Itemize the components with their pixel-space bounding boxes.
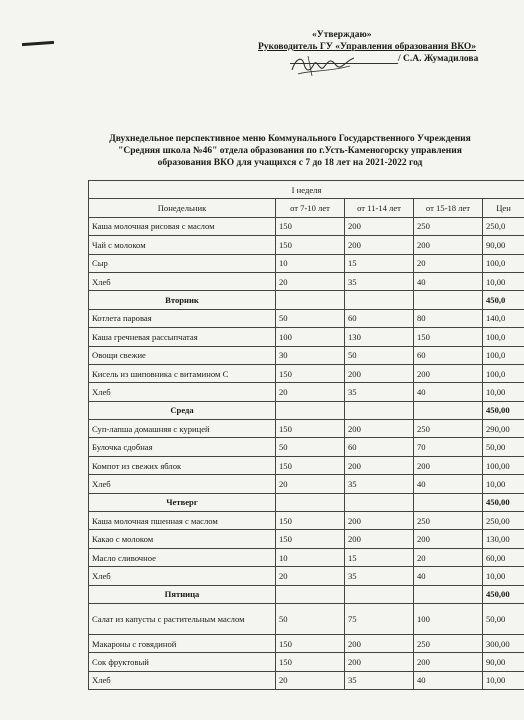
dish-price: 100,0 [483,254,524,272]
column-header-row [89,199,524,217]
portion-15-18: 200 [414,236,483,254]
portion-7-10: 150 [276,236,345,254]
dish-price: 250,0 [483,217,524,235]
empty-cell [414,291,483,309]
table-row [89,383,524,401]
dish-name: Сок фруктовый [89,653,276,671]
portion-15-18: 40 [414,475,483,493]
portion-15-18: 40 [414,671,483,689]
portion-7-10: 50 [276,309,345,327]
dish-price: 100,0 [483,346,524,364]
empty-cell [345,585,414,603]
portion-7-10: 20 [276,272,345,290]
day-name: Среда [89,401,276,419]
dish-price: 90,00 [483,236,524,254]
title-line-1: Двухнедельное перспективное меню Коммунального Государственного Учреждения [109,134,471,144]
dish-name: Компот из свежих яблок [89,456,276,474]
title-line-2: "Средняя школа №46" отдела образования по г.Усть-Каменогорску управления [118,146,462,156]
portion-11-14: 200 [345,530,414,548]
portion-7-10: 150 [276,634,345,652]
dish-name: Какао с молоком [89,530,276,548]
portion-15-18: 60 [414,346,483,364]
portion-11-14: 60 [345,438,414,456]
week-label: I неделя [89,181,524,199]
portion-11-14: 35 [345,671,414,689]
dish-name: Масло сливочное [89,548,276,566]
approval-line-1: «Утверждаю» [312,30,372,40]
dish-name: Хлеб [89,567,276,585]
portion-7-10: 50 [276,603,345,634]
empty-cell [276,401,345,419]
portion-11-14: 130 [345,328,414,346]
header-day: Понедельник [89,199,276,217]
table-row [89,438,524,456]
table-row [89,254,524,272]
dish-price: 100,00 [483,456,524,474]
dish-price: 100,0 [483,328,524,346]
header-price: Цен [483,199,524,217]
header-age-15-18: от 15-18 лет [414,199,483,217]
portion-11-14: 15 [345,254,414,272]
table-row [89,364,524,382]
dish-price: 100,0 [483,364,524,382]
dish-price: 50,00 [483,438,524,456]
portion-15-18: 200 [414,456,483,474]
portion-15-18: 40 [414,567,483,585]
portion-11-14: 35 [345,567,414,585]
table-row [89,653,524,671]
empty-cell [345,493,414,511]
dish-name: Чай с молоком [89,236,276,254]
dish-name: Кисель из шиповника с витамином С [89,364,276,382]
table-row [89,456,524,474]
day-total-price: 450,00 [483,585,524,603]
portion-7-10: 150 [276,530,345,548]
title-line-3: образования ВКО для учащихся с 7 до 18 лет на 2021-2022 год [157,158,423,168]
header-age-7-10: от 7-10 лет [276,199,345,217]
dish-name: Каша молочная рисовая с маслом [89,217,276,235]
portion-15-18: 150 [414,328,483,346]
dish-name: Котлета паровая [89,309,276,327]
table-row [89,634,524,652]
portion-11-14: 200 [345,420,414,438]
day-total-price: 450,00 [483,401,524,419]
portion-11-14: 60 [345,309,414,327]
portion-7-10: 20 [276,383,345,401]
portion-7-10: 150 [276,456,345,474]
table-row [89,512,524,530]
portion-15-18: 200 [414,530,483,548]
portion-15-18: 200 [414,653,483,671]
dish-price: 60,00 [483,548,524,566]
table-row [89,217,524,235]
day-name: Четверг [89,493,276,511]
portion-7-10: 20 [276,567,345,585]
dish-name: Овощи свежие [89,346,276,364]
dish-price: 50,00 [483,603,524,634]
table-row [89,671,524,689]
table-row [89,309,524,327]
empty-cell [345,401,414,419]
dish-price: 10,00 [483,671,524,689]
menu-table [88,180,524,690]
empty-cell [276,291,345,309]
portion-7-10: 150 [276,420,345,438]
portion-11-14: 35 [345,383,414,401]
portion-11-14: 200 [345,236,414,254]
portion-11-14: 200 [345,512,414,530]
dish-price: 130,00 [483,530,524,548]
portion-11-14: 15 [345,548,414,566]
portion-15-18: 20 [414,548,483,566]
dish-name: Сыр [89,254,276,272]
portion-7-10: 20 [276,475,345,493]
dish-name: Каша гречневая рассыпчатая [89,328,276,346]
margin-mark [22,41,54,46]
portion-7-10: 150 [276,512,345,530]
empty-cell [414,493,483,511]
portion-7-10: 100 [276,328,345,346]
portion-7-10: 10 [276,548,345,566]
dish-name: Суп-лапша домашняя с курицей [89,420,276,438]
portion-7-10: 150 [276,217,345,235]
table-row [89,236,524,254]
table-row [89,346,524,364]
day-row [89,585,524,603]
portion-11-14: 50 [345,346,414,364]
portion-15-18: 70 [414,438,483,456]
portion-7-10: 50 [276,438,345,456]
portion-11-14: 200 [345,634,414,652]
portion-11-14: 200 [345,364,414,382]
table-row [89,475,524,493]
dish-price: 10,00 [483,475,524,493]
empty-cell [276,493,345,511]
approval-line-2: Руководитель ГУ «Управления образования ВКО» [258,42,476,52]
day-row [89,493,524,511]
table-row [89,420,524,438]
dish-name: Каша молочная пшенная с маслом [89,512,276,530]
dish-name: Хлеб [89,671,276,689]
portion-15-18: 250 [414,217,483,235]
dish-price: 300,00 [483,634,524,652]
week-header-row [89,181,524,199]
day-name: Пятница [89,585,276,603]
table-row [89,530,524,548]
dish-price: 250,00 [483,512,524,530]
dish-name: Хлеб [89,383,276,401]
dish-price: 10,00 [483,383,524,401]
portion-11-14: 75 [345,603,414,634]
day-total-price: 450,0 [483,291,524,309]
dish-price: 90,00 [483,653,524,671]
portion-7-10: 20 [276,671,345,689]
dish-name: Макароны с говядиной [89,634,276,652]
portion-15-18: 80 [414,309,483,327]
empty-cell [276,585,345,603]
portion-15-18: 100 [414,603,483,634]
portion-7-10: 10 [276,254,345,272]
portion-11-14: 200 [345,653,414,671]
dish-name: Салат из капусты с растительным маслом [89,603,276,634]
empty-cell [414,585,483,603]
portion-7-10: 150 [276,364,345,382]
dish-name: Хлеб [89,475,276,493]
portion-15-18: 200 [414,364,483,382]
empty-cell [345,291,414,309]
table-row [89,548,524,566]
portion-15-18: 250 [414,634,483,652]
portion-15-18: 40 [414,383,483,401]
dish-price: 10,00 [483,272,524,290]
portion-11-14: 200 [345,456,414,474]
portion-15-18: 20 [414,254,483,272]
table-row [89,603,524,634]
dish-price: 290,00 [483,420,524,438]
day-name: Вторник [89,291,276,309]
dish-price: 10,00 [483,567,524,585]
portion-7-10: 30 [276,346,345,364]
dish-name: Хлеб [89,272,276,290]
table-row [89,272,524,290]
portion-15-18: 250 [414,420,483,438]
dish-price: 140,0 [483,309,524,327]
day-row [89,401,524,419]
header-age-11-14: от 11-14 лет [345,199,414,217]
portion-11-14: 35 [345,272,414,290]
empty-cell [414,401,483,419]
portion-7-10: 150 [276,653,345,671]
portion-11-14: 200 [345,217,414,235]
table-row [89,567,524,585]
dish-name: Булочка сдобная [89,438,276,456]
document-title [80,133,500,169]
portion-15-18: 40 [414,272,483,290]
handwritten-signature [288,52,358,78]
day-row [89,291,524,309]
portion-15-18: 250 [414,512,483,530]
day-total-price: 450,00 [483,493,524,511]
table-row [89,328,524,346]
portion-11-14: 35 [345,475,414,493]
approval-line-3: / С.А. Жумадилова [398,54,479,64]
